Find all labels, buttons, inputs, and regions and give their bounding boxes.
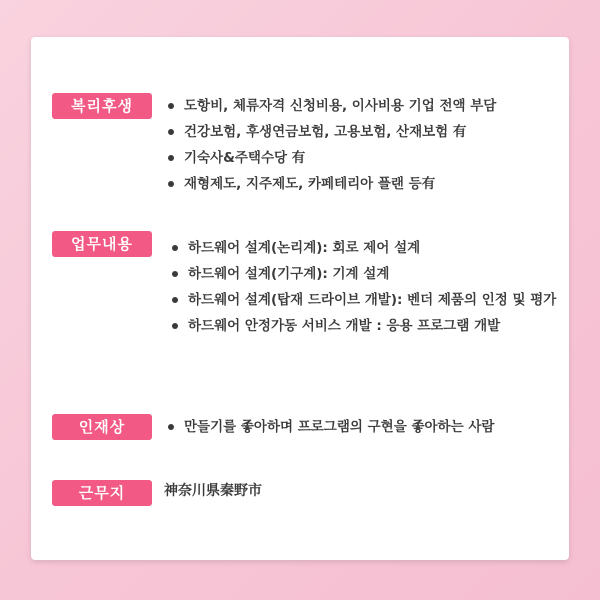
duties-list — [170, 235, 566, 339]
location-value: 神奈川県秦野市 — [164, 483, 262, 499]
benefits-badge: 복리후생 — [52, 93, 152, 119]
bullet-icon — [168, 155, 174, 161]
bullet-icon — [172, 271, 178, 277]
list-item: 하드웨어 설계(탑재 드라이브 개발): 벤더 제품의 인정 및 평가 — [170, 287, 566, 313]
list-item: 건강보험, 후생연금보험, 고용보험, 산재보험 有 — [166, 119, 561, 145]
bullet-icon — [168, 103, 174, 109]
list-item: 하드웨어 안정가동 서비스 개발 : 응용 프로그램 개발 — [170, 313, 566, 339]
duties-badge: 업무내용 — [52, 231, 152, 257]
list-item: 하드웨어 설계(논리계): 회로 제어 설계 — [170, 235, 566, 261]
location-badge: 근무지 — [52, 480, 152, 506]
talent-badge: 인재상 — [52, 414, 152, 440]
benefits-list — [166, 93, 561, 197]
list-item: 만들기를 좋아하며 프로그램의 구현을 좋아하는 사람 — [166, 414, 561, 440]
bullet-icon — [172, 323, 178, 329]
list-item: 재형제도, 지주제도, 카페테리아 플랜 등有 — [166, 171, 561, 197]
info-card — [31, 37, 569, 560]
bullet-icon — [172, 245, 178, 251]
bullet-icon — [168, 181, 174, 187]
list-item: 기숙사&주택수당 有 — [166, 145, 561, 171]
bullet-icon — [172, 297, 178, 303]
talent-list — [166, 414, 561, 440]
bullet-icon — [168, 424, 174, 430]
list-item: 도항비, 체류자격 신청비용, 이사비용 기업 전액 부담 — [166, 93, 561, 119]
bullet-icon — [168, 129, 174, 135]
list-item: 하드웨어 설계(기구계): 기계 설계 — [170, 261, 566, 287]
